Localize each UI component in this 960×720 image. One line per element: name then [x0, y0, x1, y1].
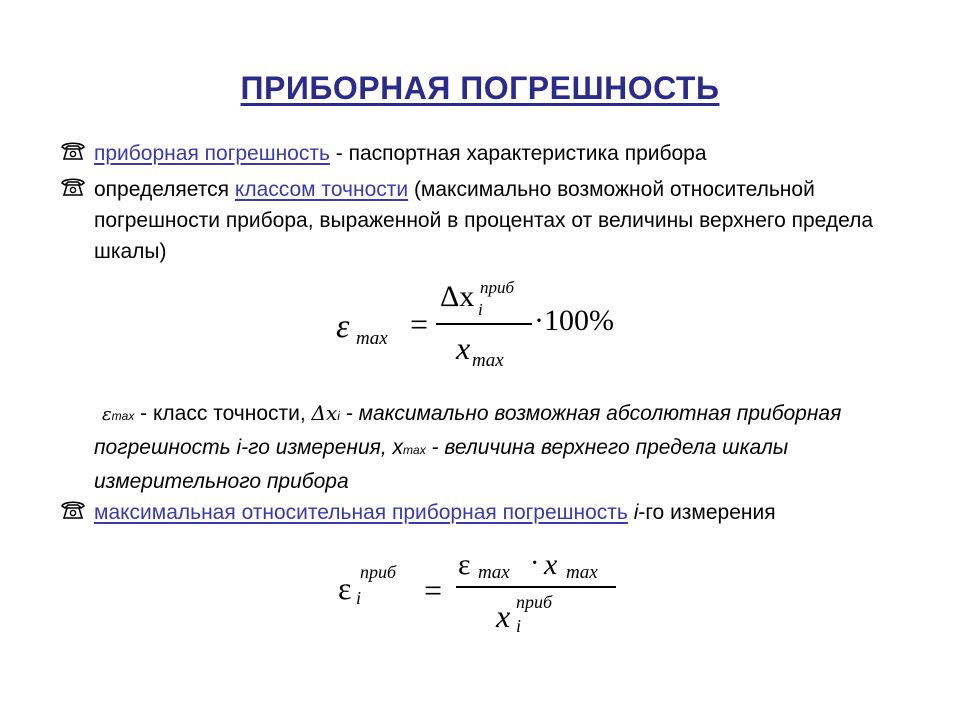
formula1-lhs-sub: max	[356, 328, 388, 349]
term-accuracy-class: классом точности	[234, 178, 409, 201]
page-title: ПРИБОРНАЯ ПОГРЕШНОСТЬ	[240, 70, 720, 106]
explanation-part2: - максимально возможная абсолютная приборная погрешность i-го измерения, x	[94, 402, 842, 459]
explanation-part3: - величина верхнего предела шкалы измерительного прибора	[94, 436, 789, 493]
bullet3-rest: -го измерения	[638, 501, 776, 524]
telephone-icon	[60, 176, 86, 198]
explanation-delta-sub: i	[337, 409, 340, 423]
explanation-eps: ε	[102, 404, 112, 425]
formula2-num-dot: ·	[530, 548, 540, 579]
formula1-den-x: x	[456, 330, 471, 366]
formula2-den-x: x	[496, 598, 511, 634]
fraction-bar	[456, 586, 616, 588]
formula2-num-eps: ε	[458, 548, 471, 581]
formula1-equals: =	[410, 306, 429, 342]
formula1-lhs-epsilon: ε	[336, 308, 350, 345]
formula2-equals: =	[424, 572, 443, 608]
formula2-den-sub: i	[516, 616, 522, 636]
term-instrument-error: приборная погрешность	[94, 142, 330, 165]
bullet1-rest: - паспортная характеристика прибора	[329, 142, 707, 165]
explanation-delta: Δx	[311, 401, 338, 425]
bullet-item-3	[60, 497, 920, 528]
formula1-factor: ·100%	[534, 304, 614, 337]
formula1-num-sub: i	[478, 300, 483, 319]
bullet2-rest: (максимально возможной относительной погрешности прибора, выраженной в процентах от величины верхнего предела шкалы)	[94, 178, 874, 263]
formula2-lhs-sub: i	[356, 588, 362, 608]
formula-accuracy-class	[330, 280, 650, 380]
formula1-num-delta: Δx	[440, 280, 475, 313]
bullet3-i: i	[627, 501, 639, 524]
telephone-icon	[60, 140, 86, 162]
telephone-icon	[60, 499, 86, 521]
formula-relative-error	[330, 548, 630, 648]
formula2-lhs-sup: приб	[360, 562, 397, 582]
formula1-num-sup: приб	[480, 278, 515, 297]
formula-explanation	[94, 398, 924, 497]
explanation-eps-sub: max	[111, 409, 135, 423]
formula2-num-x: x	[544, 548, 558, 581]
explanation-x-sub: max	[403, 443, 426, 457]
fraction-bar	[436, 323, 532, 325]
bullet-item-1	[60, 138, 920, 169]
explanation-part1: - класс точности,	[134, 402, 312, 425]
formula2-num-x-sub: max	[566, 562, 598, 583]
formula2-den-sup: приб	[516, 592, 553, 612]
formula1-den-sub: max	[472, 350, 504, 371]
bullet2-lead: определяется	[94, 178, 235, 201]
formula2-num-eps-sub: max	[478, 562, 510, 583]
bullet-item-2	[60, 174, 920, 267]
term-max-relative-error: максимальная относительная приборная погрешность	[94, 501, 628, 524]
formula2-lhs-epsilon: ε	[338, 570, 352, 606]
